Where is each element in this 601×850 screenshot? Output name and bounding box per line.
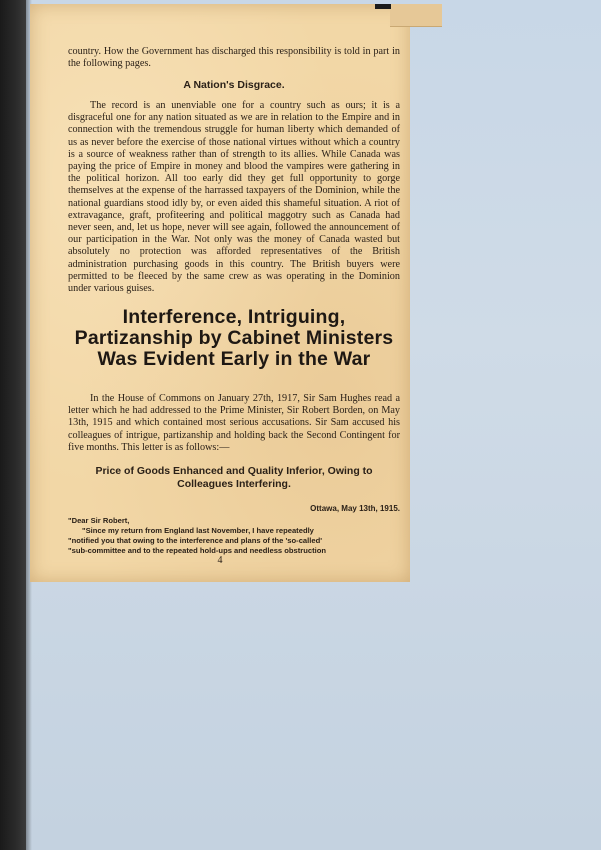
letter-dateline: Ottawa, May 13th, 1915. xyxy=(310,504,400,513)
page-number: 4 xyxy=(217,555,223,566)
page-headline: Interference, Intriguing, Partizanship by Cabinet Ministers Was Evident Early in the War xyxy=(74,306,394,370)
body-paragraph-house-of-commons: In the House of Commons on January 27th, 1917, Sir Sam Hughes read a letter which he had addressed to the Prime Minister, Sir Robert Borden, on May 13th, 1915 and which contained most serious accusations. Sir Sam accused his colleagues of intrigue, partizanship and holding back the Second Contingent for five months. This letter is as follows:— xyxy=(68,393,400,453)
letter-salutation: "Dear Sir Robert, xyxy=(68,516,130,525)
binding-mark xyxy=(375,4,391,9)
letter-line: "notified you that owing to the interference and plans of the 'so-called' xyxy=(68,536,323,545)
section-heading-price-of-goods: Price of Goods Enhanced and Quality Inferior, Owing to Colleagues Interfering. xyxy=(95,465,373,490)
letter-line: "sub-committee and to the repeated hold-ups and needless obstruction xyxy=(68,546,327,555)
intro-paragraph: country. How the Government has discharged this responsibility is told in part in the following pages. xyxy=(68,46,400,70)
document-page xyxy=(30,4,410,582)
section-heading-nations-disgrace: A Nation's Disgrace. xyxy=(183,79,285,91)
body-paragraph-disgrace: The record is an unenviable one for a country such as ours; it is a disgraceful one for any nation situated as we are in relation to the Empire and in connection with the tremendous struggle for human liberty which demanded of us as never before the exercise of those national virtues without which a country is a source of weakness rather than of strength to its allies. While Canada was paying the price of Empire in money and blood the vampires were gathering in the political horizon. All too early did they get full opportunity to gorge themselves at the expense of the harrassed taxpayers of the Dominion, while the national guardians stood idly by, or even aided this shameful situation. A riot of extravagance, graft, profiteering and political maggotry such as Canada had never seen, and, let us hope, never will see again, followed the announcement of our participation in the War. Not only was the money of Canada wasted but absolutely no protection was afforded representatives of the British administration purchasing goods in this country. The British buyers were permitted to be fleeced by the same crew as was operating in the Dominion under various guises. xyxy=(68,100,400,295)
letter-line: "Since my return from England last November, I have repeatedly xyxy=(82,526,314,535)
page-tab xyxy=(390,4,442,27)
binding-edge xyxy=(0,0,26,850)
